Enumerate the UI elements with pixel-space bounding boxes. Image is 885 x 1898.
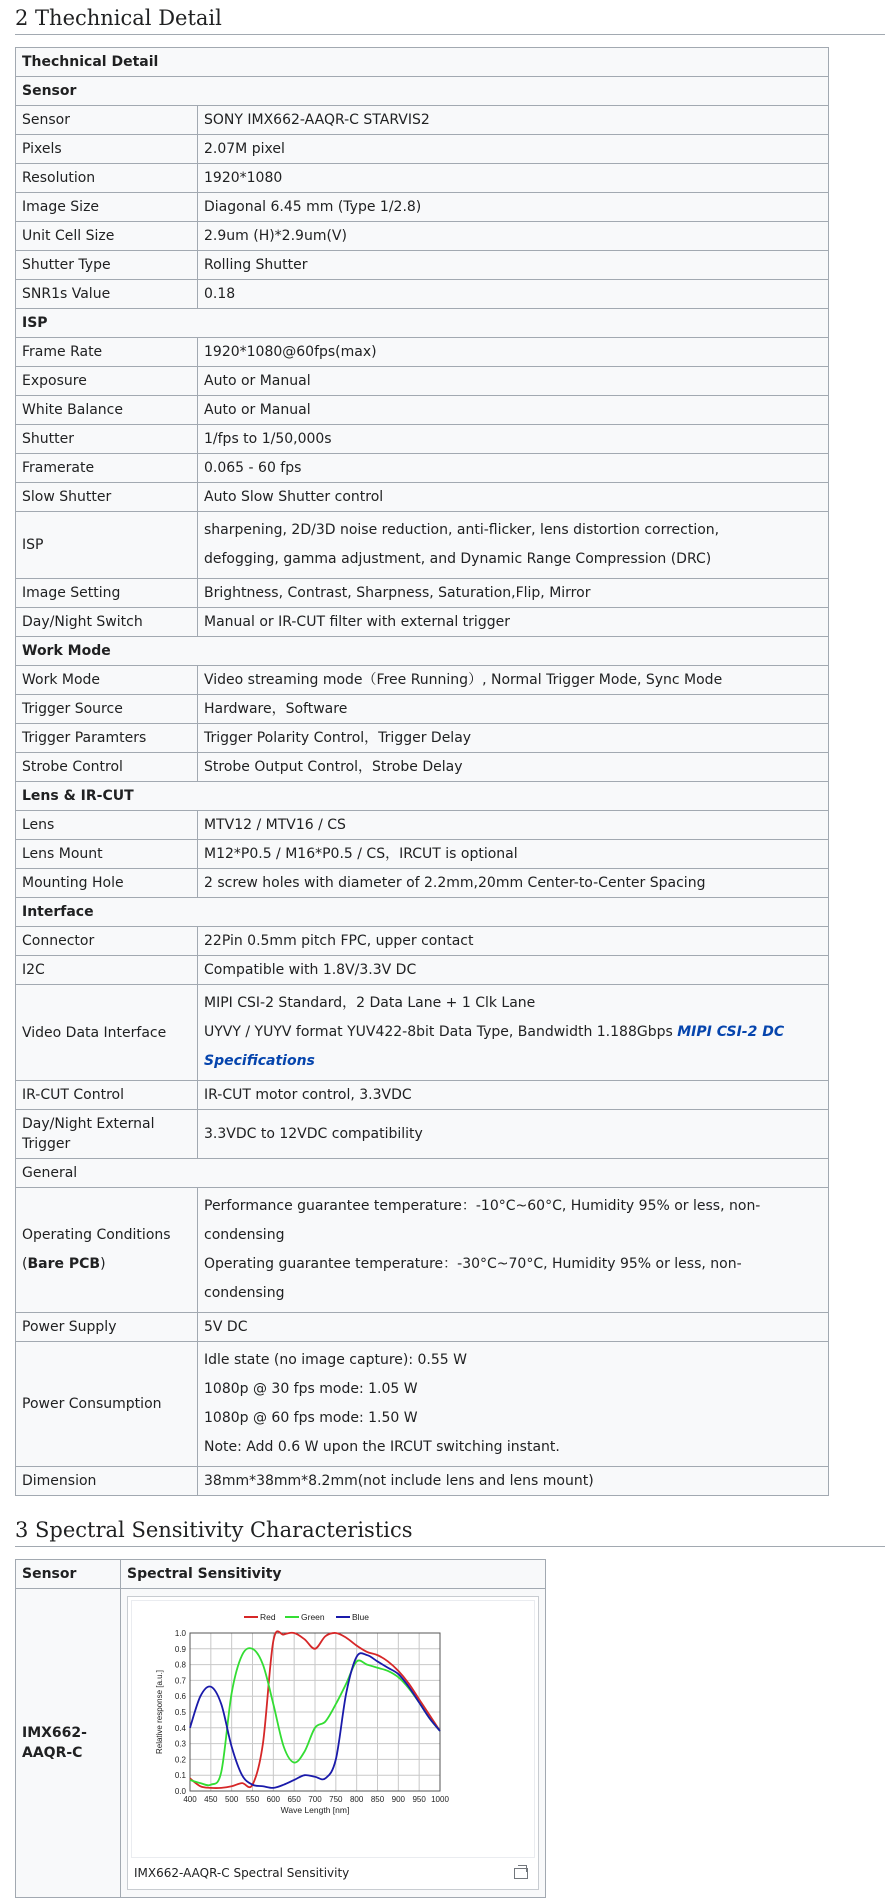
spec-value-line: Operating guarantee temperature：-30°C~70°C, Humidity 95% or less, non-condensing — [204, 1256, 742, 1301]
spec-value: 22Pin 0.5mm pitch FPC, upper contact — [198, 927, 829, 956]
spec-value: 1920*1080@60fps(max) — [198, 338, 829, 367]
group-header-lens-ir-cut: Lens & IR-CUT — [16, 782, 829, 811]
spec-label: ISP — [16, 512, 198, 579]
chart-frame — [131, 1600, 535, 1858]
y-tick-label: 0.5 — [174, 1708, 186, 1717]
spec-label: I2C — [16, 956, 198, 985]
spec-row-lens-mount — [16, 840, 829, 869]
x-tick-label: 450 — [204, 1795, 218, 1804]
y-tick-label: 0.7 — [174, 1676, 186, 1686]
spec-value: Manual or IR-CUT filter with external trigger — [198, 608, 829, 637]
group-header-interface: Interface — [16, 898, 829, 927]
spec-value: Brightness, Contrast, Sharpness, Saturation,Flip, Mirror — [198, 579, 829, 608]
spec-row-day-night-external-trigger — [16, 1110, 829, 1159]
spec-label: Mounting Hole — [16, 869, 198, 898]
spec-label: Resolution — [16, 164, 198, 193]
spec-row-unit-cell-size — [16, 222, 829, 251]
spec-value: 3.3VDC to 12VDC compatibility — [198, 1110, 829, 1159]
spec-row-snr1s-value — [16, 280, 829, 309]
legend-label-green: Green — [301, 1612, 325, 1622]
y-tick-label: 0.6 — [174, 1692, 186, 1702]
spec-value: MTV12 / MTV16 / CS — [198, 811, 829, 840]
spec-value — [198, 512, 829, 579]
spec-value-line: 1080p @ 30 fps mode: 1.05 W — [204, 1381, 418, 1397]
table-title: Thechnical Detail — [16, 48, 829, 77]
spec-value: Trigger Polarity Control，Trigger Delay — [198, 724, 829, 753]
spec-row-operating-conditions — [16, 1188, 829, 1313]
column-header-sensor: Sensor — [16, 1560, 121, 1589]
spec-row-video-data-interface — [16, 985, 829, 1081]
technical-detail-table — [15, 47, 829, 1496]
spec-label: Operating Conditions (Bare PCB) — [16, 1188, 198, 1313]
spec-value-line: 1080p @ 60 fps mode: 1.50 W — [204, 1410, 418, 1426]
spec-label: Shutter — [16, 425, 198, 454]
spec-label: Power Supply — [16, 1313, 198, 1342]
sensor-name-cell: IMX662-AAQR-C — [16, 1589, 121, 1898]
spec-value-line: Idle state (no image capture): 0.55 W — [204, 1352, 467, 1368]
spec-value — [198, 1188, 829, 1313]
spec-row-ir-cut-control — [16, 1081, 829, 1110]
spec-row-trigger-source — [16, 695, 829, 724]
group-header-lens-ir-cut-row — [16, 782, 829, 811]
spec-row-lens — [16, 811, 829, 840]
chart-caption: IMX662-AAQR-C Spectral Sensitivity — [134, 1866, 350, 1880]
spec-label: Framerate — [16, 454, 198, 483]
spec-value: Auto or Manual — [198, 396, 829, 425]
spec-row-power-supply — [16, 1313, 829, 1342]
group-header-isp-row — [16, 309, 829, 338]
spec-label: Strobe Control — [16, 753, 198, 782]
group-header-general-row — [16, 1159, 829, 1188]
spec-row-frame-rate — [16, 338, 829, 367]
x-tick-label: 500 — [224, 1795, 239, 1804]
spectral-table-row — [16, 1589, 546, 1898]
bare-pcb-label: Bare PCB — [27, 1256, 101, 1272]
spec-value: Auto or Manual — [198, 367, 829, 396]
spec-label: White Balance — [16, 396, 198, 425]
enlarge-icon[interactable] — [514, 1868, 528, 1879]
spec-value: 1/fps to 1/50,000s — [198, 425, 829, 454]
group-header-sensor-row — [16, 77, 829, 106]
spec-value: 2 screw holes with diameter of 2.2mm,20mm Center-to-Center Spacing — [198, 869, 829, 898]
spec-value — [198, 1342, 829, 1467]
spec-row-exposure — [16, 367, 829, 396]
x-tick-label: 650 — [287, 1795, 301, 1804]
x-tick-label: 800 — [349, 1795, 364, 1804]
spec-label: Frame Rate — [16, 338, 198, 367]
y-tick-label: 0.0 — [174, 1787, 186, 1796]
x-tick-label: 750 — [329, 1795, 343, 1804]
spec-label: Day/Night Switch — [16, 608, 198, 637]
group-header-interface-row — [16, 898, 829, 927]
x-tick-label: 550 — [245, 1795, 260, 1804]
spec-row-connector — [16, 927, 829, 956]
legend-label-blue: Blue — [352, 1612, 370, 1622]
spec-value-line: MIPI CSI-2 Standard，2 Data Lane + 1 Clk Lane — [204, 995, 536, 1011]
technical-detail-table-body — [16, 48, 829, 1496]
spec-label: Power Consumption — [16, 1342, 198, 1467]
spec-label: IR-CUT Control — [16, 1081, 198, 1110]
table-title-row — [16, 48, 829, 77]
spec-row-strobe-control — [16, 753, 829, 782]
spec-value-line: defogging, gamma adjustment, and Dynamic Range Compression (DRC) — [204, 551, 712, 567]
spectral-sensitivity-chart — [132, 1601, 534, 1851]
spec-value: 2.9um (H)*2.9um(V) — [198, 222, 829, 251]
spec-value: Auto Slow Shutter control — [198, 483, 829, 512]
spec-value-line: Note: Add 0.6 W upon the IRCUT switching instant. — [204, 1439, 560, 1455]
spec-value: Strobe Output Control，Strobe Delay — [198, 753, 829, 782]
spec-row-trigger-paramters — [16, 724, 829, 753]
spec-row-mounting-hole — [16, 869, 829, 898]
spec-label: Lens Mount — [16, 840, 198, 869]
y-tick-label: 0.1 — [174, 1771, 186, 1781]
chart-thumbnail[interactable] — [127, 1596, 539, 1890]
section-heading-technical-detail: 2 Thechnical Detail — [15, 6, 885, 35]
spec-row-isp — [16, 512, 829, 579]
x-tick-label: 400 — [183, 1795, 197, 1804]
spec-label: Shutter Type — [16, 251, 198, 280]
spec-label: Exposure — [16, 367, 198, 396]
spec-value: 0.065 - 60 fps — [198, 454, 829, 483]
spec-row-power-consumption — [16, 1342, 829, 1467]
spec-value: Video streaming mode（Free Running）, Normal Trigger Mode, Sync Mode — [198, 666, 829, 695]
spec-label: Trigger Source — [16, 695, 198, 724]
spec-value: 0.18 — [198, 280, 829, 309]
chart-caption-row — [131, 1858, 535, 1886]
spec-value: IR-CUT motor control, 3.3VDC — [198, 1081, 829, 1110]
spec-value-line: Performance guarantee temperature：-10°C~60°C, Humidity 95% or less, non-condensing — [204, 1198, 761, 1243]
x-tick-label: 1000 — [431, 1795, 449, 1804]
x-tick-label: 600 — [266, 1795, 281, 1804]
spec-row-framerate — [16, 454, 829, 483]
spec-row-dimension — [16, 1467, 829, 1496]
y-tick-label: 0.4 — [174, 1723, 186, 1733]
spec-row-image-setting — [16, 579, 829, 608]
spec-label: Dimension — [16, 1467, 198, 1496]
spec-value: SONY IMX662-AAQR-C STARVIS2 — [198, 106, 829, 135]
column-header-spectral-sensitivity: Spectral Sensitivity — [121, 1560, 546, 1589]
spec-label: Image Size — [16, 193, 198, 222]
spec-row-pixels — [16, 135, 829, 164]
spec-label: Slow Shutter — [16, 483, 198, 512]
spec-value: Diagonal 6.45 mm (Type 1/2.8) — [198, 193, 829, 222]
section-heading-spectral-sensitivity: 3 Spectral Sensitivity Characteristics — [15, 1518, 885, 1547]
spec-label: SNR1s Value — [16, 280, 198, 309]
group-header-general: General — [16, 1159, 829, 1188]
y-axis-label: Relative response [a.u.] — [155, 1669, 164, 1755]
spec-value — [198, 985, 829, 1081]
spec-value: Compatible with 1.8V/3.3V DC — [198, 956, 829, 985]
spec-row-shutter-type — [16, 251, 829, 280]
spec-label: Unit Cell Size — [16, 222, 198, 251]
spec-label: Image Setting — [16, 579, 198, 608]
spec-value: 2.07M pixel — [198, 135, 829, 164]
spectral-sensitivity-table — [15, 1559, 546, 1898]
group-header-work-mode: Work Mode — [16, 637, 829, 666]
group-header-isp: ISP — [16, 309, 829, 338]
x-tick-label: 950 — [412, 1795, 426, 1804]
legend-label-red: Red — [260, 1612, 276, 1622]
spec-label: Work Mode — [16, 666, 198, 695]
spec-label: Sensor — [16, 106, 198, 135]
spec-row-day-night-switch — [16, 608, 829, 637]
group-header-work-mode-row — [16, 637, 829, 666]
spec-row-work-mode — [16, 666, 829, 695]
spec-value-line: UYVY / YUYV format YUV422-8bit Data Type, Bandwidth 1.188Gbps MIPI CSI-2 DC Specifications — [204, 1024, 785, 1069]
spec-row-slow-shutter — [16, 483, 829, 512]
spec-label: Connector — [16, 927, 198, 956]
spec-row-i2c — [16, 956, 829, 985]
spec-label: Pixels — [16, 135, 198, 164]
spec-value: Rolling Shutter — [198, 251, 829, 280]
y-tick-label: 0.9 — [174, 1644, 186, 1654]
y-tick-label: 0.2 — [174, 1755, 186, 1765]
spec-row-resolution — [16, 164, 829, 193]
spec-row-white-balance — [16, 396, 829, 425]
spec-value-line: sharpening, 2D/3D noise reduction, anti-flicker, lens distortion correction, — [204, 522, 720, 538]
spec-label: Video Data Interface — [16, 985, 198, 1081]
group-header-sensor: Sensor — [16, 77, 829, 106]
spec-row-shutter — [16, 425, 829, 454]
mipi-spec-link[interactable]: MIPI CSI-2 DC Specifications — [204, 1024, 785, 1069]
x-tick-label: 700 — [308, 1795, 322, 1804]
spec-label: Day/Night External Trigger — [16, 1110, 198, 1159]
spec-row-image-size — [16, 193, 829, 222]
y-tick-label: 0.8 — [174, 1660, 186, 1670]
spec-label: Trigger Paramters — [16, 724, 198, 753]
y-tick-label: 1.0 — [174, 1629, 186, 1638]
spec-value: 1920*1080 — [198, 164, 829, 193]
spec-value: M12*P0.5 / M16*P0.5 / CS，IRCUT is optional — [198, 840, 829, 869]
x-tick-label: 850 — [370, 1795, 385, 1804]
spec-value: Hardware，Software — [198, 695, 829, 724]
spec-row-sensor — [16, 106, 829, 135]
y-tick-label: 0.3 — [174, 1739, 186, 1749]
spec-label: Lens — [16, 811, 198, 840]
x-axis-label: Wave Length [nm] — [280, 1805, 350, 1815]
x-tick-label: 900 — [391, 1795, 406, 1804]
spec-value: 38mm*38mm*8.2mm(not include lens and lens mount) — [198, 1467, 829, 1496]
spectral-table-header-row — [16, 1560, 546, 1589]
spec-value: 5V DC — [198, 1313, 829, 1342]
